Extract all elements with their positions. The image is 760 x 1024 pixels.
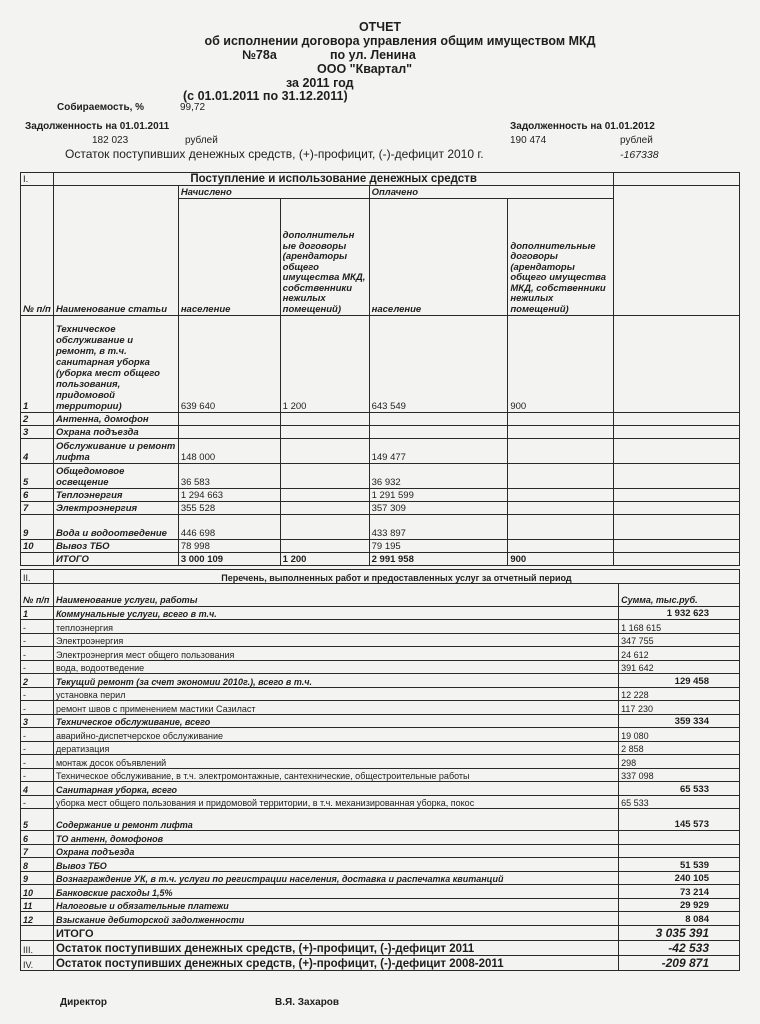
income-row [21, 426, 740, 439]
collect-value: 99,72 [180, 102, 206, 113]
service-num: - [21, 620, 54, 634]
service-num: 12 [21, 912, 54, 926]
col-population-paid: население [369, 199, 508, 316]
row-num: 6 [21, 489, 54, 502]
service-name: Налоговые и обязательные платежи [53, 898, 618, 912]
service-num: - [21, 660, 54, 674]
service-sum: 73 214 [619, 885, 740, 899]
service-sum: 391 642 [619, 660, 740, 674]
row-paid-population: 433 897 [369, 515, 508, 540]
service-row [21, 660, 740, 674]
director-label: Директор [60, 997, 107, 1008]
service-name: установка перил [53, 687, 618, 701]
service-name: Охрана подъезда [53, 844, 618, 858]
service-row [21, 768, 740, 782]
section3-value: -42 533 [619, 940, 740, 955]
service-num: - [21, 741, 54, 755]
service-row [21, 647, 740, 661]
service-row [21, 782, 740, 796]
service-name: Вознаграждение УК, в т.ч. услуги по регистрации населения, доставка и распечатка квитанций [53, 871, 618, 885]
row-paid-extra [508, 540, 614, 553]
service-row [21, 701, 740, 715]
row-accrued-extra [280, 413, 369, 426]
income-row [21, 540, 740, 553]
income-row [21, 439, 740, 464]
service-name: вода, водоотведение [53, 660, 618, 674]
row-paid-extra [508, 502, 614, 515]
report-year: за 2011 год [286, 76, 354, 90]
row-accrued-population: 446 698 [178, 515, 280, 540]
income-table [20, 172, 740, 566]
section2-total-value: 3 035 391 [619, 925, 740, 940]
row-accrued-population [178, 413, 280, 426]
section1-total-a: 3 000 109 [178, 553, 280, 566]
row-name: Электроэнергия [53, 502, 178, 515]
section4-label: Остаток поступивших денежных средств, (+)-профицит, (-)-дефицит 2008-2011 [53, 955, 618, 970]
service-name: уборка мест общего пользования и придомовой территории, в т.ч. механизированная уборка, покос [53, 795, 618, 809]
section1-title: Поступление и использование денежных средств [53, 173, 613, 186]
row-name: Вывоз ТБО [53, 540, 178, 553]
income-row [21, 515, 740, 540]
service-name: Электроэнергия мест общего пользования [53, 647, 618, 661]
service-name: Текущий ремонт (за счет экономии 2010г.), всего в т.ч. [53, 674, 618, 688]
service-num: 7 [21, 844, 54, 858]
service-sum [619, 831, 740, 845]
income-row [21, 502, 740, 515]
row-accrued-extra [280, 489, 369, 502]
row-paid-population: 357 309 [369, 502, 508, 515]
col-accrued: Начислено [178, 186, 369, 199]
row-paid-extra [508, 489, 614, 502]
service-sum: 19 080 [619, 728, 740, 742]
service-num: 3 [21, 714, 54, 728]
service-name: Техническое обслуживание, всего [53, 714, 618, 728]
row-name: Техническое обслуживание и ремонт, в т.ч. санитарная уборка (уборка мест общего пользования, придомовой территории) [53, 316, 178, 413]
row-accrued-extra [280, 426, 369, 439]
service-name: Содержание и ремонт лифта [53, 809, 618, 831]
row-accrued-population [178, 426, 280, 439]
service-name: Техническое обслуживание, в т.ч. электромонтажные, сантехнические, общестроительные работы [53, 768, 618, 782]
service-row [21, 755, 740, 769]
report-subtitle: об исполнении договора управления общим имуществом МКД [204, 34, 596, 48]
balance-2010-label: Остаток поступивших денежных средств, (+)-профицит, (-)-дефицит 2010 г. [65, 147, 484, 161]
service-row [21, 633, 740, 647]
service-sum: 65 533 [619, 782, 740, 796]
row-num: 3 [21, 426, 54, 439]
service-num: - [21, 633, 54, 647]
service-name: дератизация [53, 741, 618, 755]
service-sum: 337 098 [619, 768, 740, 782]
report-period: (с 01.01.2011 по 31.12.2011) [183, 89, 348, 103]
service-row [21, 885, 740, 899]
director-name: В.Я. Захаров [275, 997, 340, 1008]
service-sum: 129 458 [619, 674, 740, 688]
row-name: Обслуживание и ремонт лифта [53, 439, 178, 464]
service-row [21, 912, 740, 926]
col-extra-contracts: дополнительн ые договоры (арендаторы общего имущества МКД, собственники нежилых помещений) [280, 199, 369, 316]
row-paid-population [369, 426, 508, 439]
row-accrued-population: 639 640 [178, 316, 280, 413]
row-paid-population: 79 195 [369, 540, 508, 553]
row-paid-population: 643 549 [369, 316, 508, 413]
section2-col-sum: Сумма, тыс.руб. [619, 583, 740, 606]
service-name: монтаж досок объявлений [53, 755, 618, 769]
row-num: 9 [21, 515, 54, 540]
service-row [21, 620, 740, 634]
service-num: 1 [21, 606, 54, 620]
row-name: Охрана подъезда [53, 426, 178, 439]
service-sum: 298 [619, 755, 740, 769]
service-num: - [21, 647, 54, 661]
service-name: Электроэнергия [53, 633, 618, 647]
balance-2010-value: -167338 [620, 149, 659, 161]
services-table [20, 569, 740, 971]
row-paid-population: 149 477 [369, 439, 508, 464]
income-row [21, 413, 740, 426]
service-num: 5 [21, 809, 54, 831]
service-num: 9 [21, 871, 54, 885]
service-name: ремонт швов с применением мастики Сазиласт [53, 701, 618, 715]
report-street: по ул. Ленина [330, 48, 416, 62]
service-num: 10 [21, 885, 54, 899]
section2-total-label: ИТОГО [53, 925, 618, 940]
service-sum: 24 612 [619, 647, 740, 661]
service-num: 6 [21, 831, 54, 845]
service-sum: 65 533 [619, 795, 740, 809]
service-row [21, 741, 740, 755]
service-row [21, 871, 740, 885]
report-company: ООО "Квартал" [317, 62, 413, 76]
service-row [21, 687, 740, 701]
section1-num: I. [21, 173, 54, 186]
service-num: - [21, 701, 54, 715]
row-name: Общедомовое освещение [53, 464, 178, 489]
service-sum: 1 168 615 [619, 620, 740, 634]
col-num: № п/п [21, 186, 54, 316]
row-paid-extra [508, 426, 614, 439]
row-paid-population [369, 413, 508, 426]
row-accrued-population: 36 583 [178, 464, 280, 489]
service-row [21, 898, 740, 912]
service-sum: 8 084 [619, 912, 740, 926]
row-num: 10 [21, 540, 54, 553]
service-row [21, 795, 740, 809]
row-paid-extra [508, 439, 614, 464]
service-num: 2 [21, 674, 54, 688]
service-num: - [21, 768, 54, 782]
row-paid-extra [508, 413, 614, 426]
row-accrued-extra: 1 200 [280, 316, 369, 413]
debt-end-label: Задолженность на 01.01.2012 [510, 121, 655, 132]
service-sum [619, 844, 740, 858]
row-num: 4 [21, 439, 54, 464]
service-name: теплоэнергия [53, 620, 618, 634]
row-paid-population: 36 932 [369, 464, 508, 489]
col-name: Наименование статьи [53, 186, 178, 316]
row-num: 5 [21, 464, 54, 489]
debt-end-value: 190 474 [510, 135, 547, 146]
income-row [21, 464, 740, 489]
row-num: 7 [21, 502, 54, 515]
service-sum: 12 228 [619, 687, 740, 701]
service-name: Банковские расходы 1,5% [53, 885, 618, 899]
row-accrued-extra [280, 464, 369, 489]
service-row [21, 728, 740, 742]
row-name: Теплоэнергия [53, 489, 178, 502]
section3-label: Остаток поступивших денежных средств, (+)-профицит, (-)-дефицит 2011 [53, 940, 618, 955]
section4-num: IV. [21, 955, 54, 970]
row-accrued-extra [280, 502, 369, 515]
service-num: 4 [21, 782, 54, 796]
col-paid: Оплачено [369, 186, 614, 199]
service-num: - [21, 755, 54, 769]
service-sum: 1 932 623 [619, 606, 740, 620]
income-row [21, 316, 740, 413]
service-row [21, 714, 740, 728]
service-sum: 145 573 [619, 809, 740, 831]
debt-start-value: 182 023 [92, 135, 129, 146]
service-name: аварийно-диспетчерское обслуживание [53, 728, 618, 742]
collect-label: Собираемость, % [57, 102, 145, 113]
debt-start-label: Задолженность на 01.01.2011 [25, 121, 170, 132]
service-row [21, 858, 740, 872]
row-num: 2 [21, 413, 54, 426]
service-sum: 347 755 [619, 633, 740, 647]
row-name: Антенна, домофон [53, 413, 178, 426]
row-paid-extra [508, 515, 614, 540]
row-accrued-population: 355 528 [178, 502, 280, 515]
row-accrued-population: 1 294 663 [178, 489, 280, 502]
service-sum: 29 929 [619, 898, 740, 912]
service-sum: 117 230 [619, 701, 740, 715]
col-population: население [178, 199, 280, 316]
service-sum: 2 858 [619, 741, 740, 755]
section1-total-d: 900 [508, 553, 614, 566]
income-row [21, 489, 740, 502]
service-sum: 240 105 [619, 871, 740, 885]
section2-title: Перечень, выполненных работ и предоставленных услуг за отчетный период [53, 570, 739, 584]
service-num: 8 [21, 858, 54, 872]
service-name: Коммунальные услуги, всего в т.ч. [53, 606, 618, 620]
debt-start-unit: рублей [185, 135, 218, 146]
row-accrued-extra [280, 439, 369, 464]
service-row [21, 606, 740, 620]
row-accrued-extra [280, 540, 369, 553]
row-paid-population: 1 291 599 [369, 489, 508, 502]
row-accrued-population: 148 000 [178, 439, 280, 464]
row-accrued-population: 78 998 [178, 540, 280, 553]
row-paid-extra: 900 [508, 316, 614, 413]
section2-col-name: Наименование услуги, работы [53, 583, 618, 606]
debt-end-unit: рублей [620, 135, 653, 146]
service-name: Вывоз ТБО [53, 858, 618, 872]
section2-num: II. [21, 570, 54, 584]
section1-total-c: 2 991 958 [369, 553, 508, 566]
report-title: ОТЧЕТ [358, 20, 402, 34]
row-paid-extra [508, 464, 614, 489]
service-sum: 359 334 [619, 714, 740, 728]
col-extra-contracts-paid: дополнительные договоры (арендаторы общего имущества МКД, собственники нежилых помещений) [508, 199, 614, 316]
report-number: №78а [242, 48, 277, 62]
section2-col-num: № п/п [21, 583, 54, 606]
service-row [21, 809, 740, 831]
service-num: 11 [21, 898, 54, 912]
service-name: Санитарная уборка, всего [53, 782, 618, 796]
service-row [21, 831, 740, 845]
section1-total-label: ИТОГО [53, 553, 178, 566]
service-name: Взыскание дебиторской задолженности [53, 912, 618, 926]
service-row [21, 844, 740, 858]
service-sum: 51 539 [619, 858, 740, 872]
service-row [21, 674, 740, 688]
row-name: Вода и водоотведение [53, 515, 178, 540]
service-num: - [21, 687, 54, 701]
section3-num: III. [21, 940, 54, 955]
section4-value: -209 871 [619, 955, 740, 970]
service-num: - [21, 795, 54, 809]
row-num: 1 [21, 316, 54, 413]
service-name: ТО антенн, домофонов [53, 831, 618, 845]
row-accrued-extra [280, 515, 369, 540]
section1-total-b: 1 200 [280, 553, 369, 566]
service-num: - [21, 728, 54, 742]
